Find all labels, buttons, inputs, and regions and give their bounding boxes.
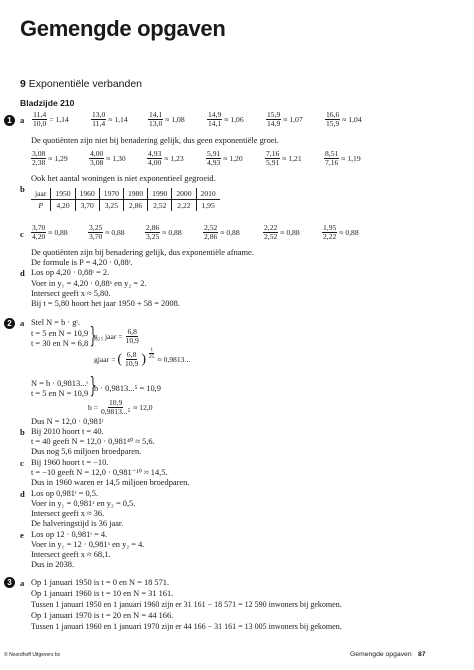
ex1-a-q5-result: ≈ 1,07 — [283, 115, 303, 124]
ex1-c-quotient-6 — [322, 224, 359, 241]
ex2-b-line-2: t = 40 geeft N = 12,0 · 0,981⁴⁰ ≈ 5,6. — [31, 437, 155, 446]
ex2-d-label: d — [20, 489, 25, 499]
ex2-a-gjaar-den: 10,9 — [125, 359, 139, 368]
ex1-a-q5-num: 15,9 — [267, 110, 281, 119]
section-number: 9 — [20, 78, 26, 90]
ex2-a-sys1-line-2: t = 30 en N = 6,8 — [31, 339, 89, 348]
ex2-c-line-2: t = −10 geeft N = 12,0 · 0,981⁻¹⁰ ≈ 14,5. — [31, 468, 168, 477]
ex1-a-q1-result: = 1,14 — [49, 115, 69, 124]
ex1-a2-q2-num: 4,00 — [90, 149, 104, 158]
ex1-c-quotient-1 — [31, 224, 68, 241]
ex1-c-q1-den: 4,20 — [32, 232, 46, 241]
ex1-a2-quotient-3 — [147, 150, 184, 167]
ex1-d-label: d — [20, 268, 25, 278]
ex1-c-quotient-2 — [88, 224, 125, 241]
table-row-years — [31, 188, 220, 200]
ex1-a-quotient-4 — [207, 111, 244, 128]
ex3-a-line-1: Op 1 januari 1950 is t = 0 en N = 18 571. — [31, 578, 170, 587]
ex2-a-sys1-line-1: t = 5 en N = 10,9 — [31, 329, 89, 338]
ex2-a-sys2-result: b · 0,9813...⁵ = 10,9 — [94, 384, 161, 393]
ex3-a-line-5: Tussen 1 januari 1960 en 1 januari 1970 zijn er 44 166 − 31 161 = 13 005 inwoners bij gekomen. — [31, 622, 342, 631]
table-cell: 1,95 — [196, 200, 220, 212]
ex2-a-label: a — [20, 318, 25, 328]
table-cell: 1960 — [75, 188, 99, 200]
ex1-a-q3-den: 13,0 — [149, 119, 163, 128]
ex2-a-gjaar-result: ≈ 0,9813... — [157, 355, 191, 364]
ex1-a-q4-num: 14,9 — [208, 110, 222, 119]
ex2-a-line-1: Stel N = b · gᵗ. — [31, 318, 81, 327]
ex1-c-q3-den: 3,25 — [146, 232, 160, 241]
ex2-d-line-2: Voer in y₁ = 0,981ˣ en y₂ = 0,5. — [31, 499, 136, 508]
ex1-c-q3-num: 2,86 — [146, 223, 160, 232]
ex1-a2-q1-den: 2,38 — [32, 158, 46, 167]
ex1-c-q4-num: 2,52 — [204, 223, 218, 232]
ex2-a-gjaar-lhs: gjaar = — [94, 355, 116, 364]
ex2-a-brace-1: } — [89, 324, 97, 349]
ex1-a2-q6-num: 8,51 — [325, 149, 339, 158]
table-cell: 2,86 — [123, 200, 147, 212]
ex1-c-q5-num: 2,22 — [264, 223, 278, 232]
ex1-c-q1-num: 3,70 — [32, 223, 46, 232]
ex2-d-line-4: De halveringstijd is 36 jaar. — [31, 519, 124, 528]
table-cell: 1990 — [148, 188, 172, 200]
ex3-a-line-3: Tussen 1 januari 1950 en 1 januari 1960 zijn er 31 161 − 18 571 = 12 590 inwoners bij gekomen. — [31, 600, 342, 609]
ex1-a2-q2-result: ≈ 1,30 — [106, 154, 126, 163]
ex1-a-q6-result: ≈ 1,04 — [342, 115, 362, 124]
ex1-c-text-2: De formule is P = 4,20 · 0,88ᵗ. — [31, 258, 133, 267]
ex2-d-line-1: Los op 0,981ᵗ = 0,5. — [31, 489, 99, 498]
ex1-c-q5-result: ≈ 0,88 — [280, 228, 300, 237]
ex1-a2-q3-result: ≈ 1,23 — [164, 154, 184, 163]
ex1-a-q3-num: 14,1 — [149, 110, 163, 119]
page-reference: Bladzijde 210 — [20, 98, 75, 108]
ex1-a2-q5-result: ≈ 1,21 — [282, 154, 302, 163]
table-cell: 2,22 — [172, 200, 196, 212]
ex1-a-q2-result: ≈ 1,14 — [108, 115, 128, 124]
ex1-c-q1-result: ≈ 0,88 — [48, 228, 68, 237]
ex1-a-label: a — [20, 115, 25, 125]
ex1-c-q4-den: 2,86 — [204, 232, 218, 241]
ex2-a-g25-den: 10,9 — [125, 336, 139, 345]
ex1-a2-q6-result: ≈ 1,19 — [341, 154, 361, 163]
ex1-c-q6-result: ≈ 0,88 — [339, 228, 359, 237]
ex2-a-exp-num: 1 — [150, 347, 154, 353]
exercise-number-3: 3 — [4, 577, 15, 588]
ex1-b-label: b — [20, 184, 25, 194]
ex1-c-q5-den: 2,52 — [264, 232, 278, 241]
table-cell: 3,70 — [75, 200, 99, 212]
footer-chapter: Gemengde opgaven — [350, 651, 412, 658]
ex1-c-q6-num: 1,95 — [323, 223, 337, 232]
ex2-a-gjaar-num: 6,8 — [126, 350, 137, 359]
ex2-a-b-lhs: b = — [88, 403, 98, 412]
ex2-e-line-4: Dus in 2038. — [31, 560, 75, 569]
ex1-a-q4-den: 14,1 — [208, 119, 222, 128]
table-cell: 1950 — [51, 188, 75, 200]
ex2-a-g25 — [94, 328, 140, 345]
ex1-a-q4-result: ≈ 1,06 — [224, 115, 244, 124]
ex2-b-label: b — [20, 427, 25, 437]
ex2-a-g25-lhs: g₂₅ jaar = — [94, 332, 123, 341]
ex1-a2-q4-num: 5,91 — [207, 149, 221, 158]
ex1-a2-q3-den: 4,00 — [148, 158, 162, 167]
ex2-a-conclusion: Dus N = 12,0 · 0,981ᵗ — [31, 417, 104, 426]
ex3-a-line-4: Op 1 januari 1970 is t = 20 en N = 44 166. — [31, 611, 174, 620]
ex1-a2-q3-num: 4,93 — [148, 149, 162, 158]
ex1-a-quotient-1 — [32, 111, 69, 128]
ex1-a-quotient-6 — [325, 111, 362, 128]
ex1-a-q2-num: 13,0 — [92, 110, 106, 119]
ex2-b-line-1: Bij 2010 hoort t = 40. — [31, 427, 104, 436]
ex3-a-line-2: Op 1 januari 1960 is t = 10 en N = 31 161. — [31, 589, 174, 598]
ex2-e-line-3: Intersect geeft x ≈ 68,1. — [31, 550, 111, 559]
ex1-a2-q4-result: ≈ 1,20 — [223, 154, 243, 163]
ex2-a-b-den: 0,9813...⁵ — [100, 407, 131, 416]
ex1-a2-quotient-4 — [206, 150, 243, 167]
section-heading — [20, 78, 142, 90]
ex1-a2-q1-result: ≈ 1,29 — [48, 154, 68, 163]
ex1-a2-q5-den: 5,91 — [266, 158, 280, 167]
ex2-a-exp-den: 25 — [149, 354, 155, 360]
ex2-a-gjaar: gjaar = ( $\frac{6,8}{10,9}$ ) $\frac{1}{25}$ ≈ 0,9813... — [94, 347, 191, 368]
ex2-c-label: c — [20, 458, 24, 468]
ex1-c-q6-den: 2,22 — [323, 232, 337, 241]
footer-page-number: 87 — [418, 651, 426, 658]
ex1-a2-q2-den: 3,08 — [90, 158, 104, 167]
ex1-c-quotient-4 — [203, 224, 240, 241]
table-row-p — [31, 200, 220, 212]
ex1-c-quotient-5 — [263, 224, 300, 241]
ex2-a-b-value — [88, 399, 153, 416]
ex1-a2-quotient-5 — [265, 150, 302, 167]
ex1-a-quotient-5 — [266, 111, 303, 128]
ex1-a-text-1: De quotiënten zijn niet bij benadering gelijk, dus geen exponentiële groei. — [31, 136, 279, 145]
ex1-d-line-2: Voer in y₁ = 4,20 · 0,88ˣ en y₂ = 2. — [31, 279, 147, 288]
ex1-c-q4-result: ≈ 0,88 — [220, 228, 240, 237]
ex2-a-g25-num: 6,8 — [127, 327, 137, 336]
ex1-a-quotient-3 — [148, 111, 185, 128]
ex2-b-line-3: Dus nog 5,6 miljoen broedparen. — [31, 447, 142, 456]
ex2-d-line-3: Intersect geeft x ≈ 36. — [31, 509, 105, 518]
ex1-a-q3-result: ≈ 1,08 — [165, 115, 185, 124]
ex1-a-q5-den: 14,9 — [267, 119, 281, 128]
ex1-c-q2-den: 3,70 — [89, 232, 103, 241]
table-cell: 1980 — [123, 188, 147, 200]
ex1-a-quotient-2 — [91, 111, 128, 128]
table-cell: 3,25 — [99, 200, 123, 212]
ex1-c-q2-result: ≈ 0,88 — [105, 228, 125, 237]
ex2-a-b-result: ≈ 12,0 — [133, 403, 153, 412]
section-name: Exponentiële verbanden — [28, 78, 143, 90]
ex1-a2-q1-num: 3,08 — [32, 149, 46, 158]
population-table — [31, 188, 220, 211]
ex1-d-line-4: Bij t = 5,80 hoort het jaar 1950 + 58 = 2008. — [31, 299, 180, 308]
ex1-d-line-3: Intersect geeft x ≈ 5,80. — [31, 289, 111, 298]
ex2-c-line-3: Dus in 1960 waren er 14,5 miljoen broedparen. — [31, 478, 190, 487]
page-title: Gemengde opgaven — [20, 16, 226, 41]
ex1-a2-q5-num: 7,16 — [266, 149, 280, 158]
table-header-p: P — [31, 200, 51, 212]
ex1-a2-quotient-1 — [31, 150, 68, 167]
ex1-c-q2-num: 3,25 — [89, 223, 103, 232]
table-cell: 1970 — [99, 188, 123, 200]
ex2-e-line-2: Voer in y₁ = 12 · 0,981ˣ en y₂ = 4. — [31, 540, 145, 549]
ex1-a-q1-num: 11,4 — [33, 110, 47, 119]
ex1-c-text-1: De quotiënten zijn bij benadering gelijk, dus exponentiële afname. — [31, 248, 254, 257]
ex1-c-quotient-3 — [145, 224, 182, 241]
ex1-c-label: c — [20, 229, 24, 239]
ex1-a2-quotient-6 — [324, 150, 361, 167]
ex3-a-label: a — [20, 578, 25, 588]
ex2-a-sys2-line-2: t = 5 en N = 10,9 — [31, 389, 89, 398]
ex1-a2-q6-den: 7,16 — [325, 158, 339, 167]
ex2-a-b-num: 10,9 — [108, 398, 123, 407]
table-cell: 2,52 — [148, 200, 172, 212]
footer-publisher: © Noordhoff Uitgevers bv — [4, 652, 61, 658]
ex1-a-q6-den: 15,9 — [326, 119, 340, 128]
table-cell: 4,20 — [51, 200, 75, 212]
ex1-a-q6-num: 16,6 — [326, 110, 340, 119]
ex2-e-label: e — [20, 530, 24, 540]
ex1-a-text-2: Ook het aantal woningen is niet exponentieel gegroeid. — [31, 174, 216, 183]
ex1-d-line-1: Los op 4,20 · 0,88ᵗ = 2. — [31, 268, 110, 277]
ex1-a2-q4-den: 4,93 — [207, 158, 221, 167]
ex1-a2-quotient-2 — [89, 150, 126, 167]
ex2-c-line-1: Bij 1960 hoort t = −10. — [31, 458, 109, 467]
ex1-c-q3-result: ≈ 0,88 — [162, 228, 182, 237]
table-cell: 2000 — [172, 188, 196, 200]
exercise-number-1: 1 — [4, 115, 15, 126]
ex1-a-q1-den: 10,0 — [33, 119, 47, 128]
ex2-a-brace-2: } — [89, 374, 97, 399]
ex2-a-sys2-line-1: N = b · 0,9813...ᵗ — [31, 379, 89, 388]
ex2-e-line-1: Los op 12 · 0,981ᵗ = 4. — [31, 530, 108, 539]
exercise-number-2: 2 — [4, 318, 15, 329]
ex1-a-q2-den: 11,4 — [92, 119, 106, 128]
table-cell: 2010 — [196, 188, 220, 200]
table-header-jaar: jaar — [31, 188, 51, 200]
